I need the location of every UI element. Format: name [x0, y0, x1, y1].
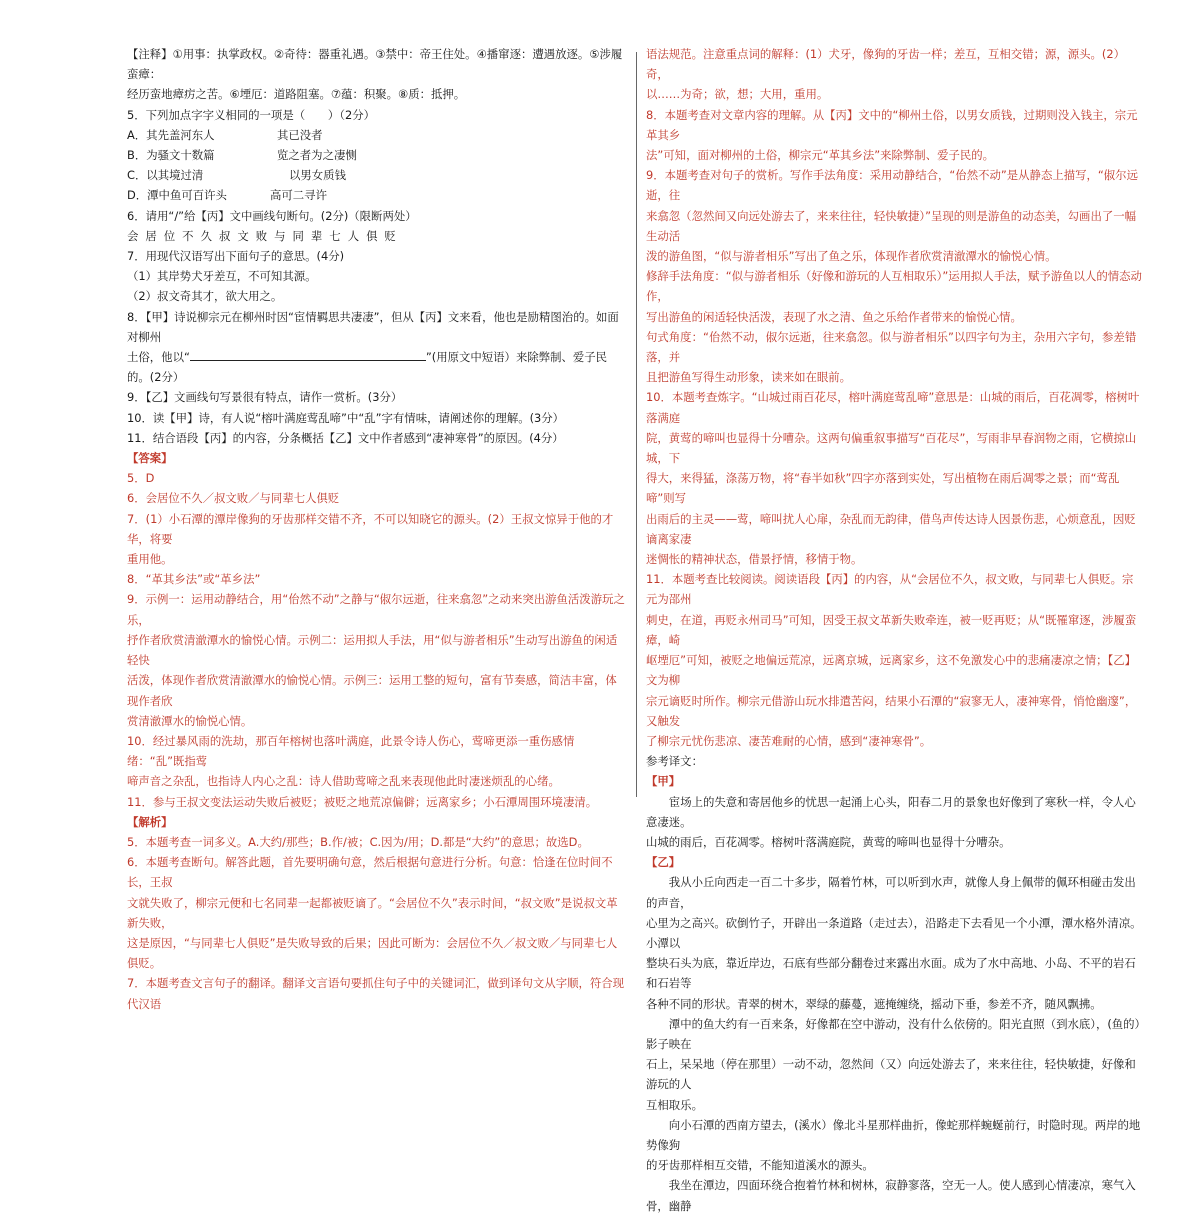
question-7-item-2: （2）叔文奇其才，欲大用之。 [127, 289, 283, 304]
explanation-9-cont: 泼的游鱼图，“似与游者相乐”写出了鱼之乐，体现作者欣赏清澈潭水的愉悦心情。 [646, 249, 1057, 264]
explanation-9-cont: 写出游鱼的闲适轻快活泼，表现了水之清、鱼之乐给作者带来的愉悦心情。 [646, 309, 1022, 324]
explanation-11-cont: 宗元谪贬时所作。柳宗元借游山玩水排遣苦闷，结果小石潭的“寂寥无人，凄神寒骨，悄怆幽邃”，又触发 [646, 693, 1137, 728]
translation-paragraph: 整块石头为底，靠近岸边，石底有些部分翻卷过来露出水面。成为了水中高地、小岛、不平的岩石和石岩等 [646, 956, 1136, 991]
translation-paragraph: 宦场上的失意和寄居他乡的忧思一起涌上心头，阳春二月的景象也好像到了寒秋一样，令人心意凄迷。 [646, 794, 1136, 829]
answer-9-cont: 活泼，体现作者欣赏清澈潭水的愉悦心情。示例三：运用工整的短句，富有节奏感，简洁丰富，体现作者欣 [127, 673, 617, 708]
option-d [127, 185, 625, 205]
explanation-6-part: “会居位不久” [389, 895, 458, 910]
answer-10 [127, 731, 625, 771]
left-column [127, 44, 625, 1014]
option-b-right: 览之者为之凄恻 [277, 148, 357, 163]
translation-yi-label: 【乙】 [646, 855, 681, 870]
explanation-10-cont: 出雨后的主灵——莺，啼叫扰人心扉，杂乱而无韵律，借鸟声传达诗人因景伤悲，心烦意乱，因贬谪离家凄 [646, 511, 1136, 546]
answer-10-part: “乱”既指莺 [149, 754, 208, 769]
explanation-8-cont: 法”可知，面对柳州的土俗，柳宗元“革其乡法”来除弊制、爱子民的。 [646, 148, 995, 163]
answer-9: 9．示例一：运用动静结合，用“佁然不动”之静与“俶尔远逝，往来翕忽”之动来突出游鱼活泼游玩之乐， [127, 592, 625, 627]
explanation-6-part: “与同辈七人俱贬”是失败导致的后果；因此可断为：会居位不久／叔文败／与同辈七人俱贬。 [127, 935, 618, 971]
translation-paragraph: 向小石潭的西南方望去，(溪水）像北斗星那样曲折，像蛇那样蜿蜒前行，时隐时现。两岸的地势像狗 [646, 1117, 1141, 1152]
explanation-8: 8．本题考查对文章内容的理解。从【丙】文中的“柳州土俗，以男女质钱，过期则没入钱主，宗元革其乡 [646, 107, 1138, 142]
explanation-5: 5．本题考查一词多义。A.大约/那些；B.作/被；C.因为/用；D.都是“大约”的意思；故选D。 [127, 834, 589, 849]
explanation-10-cont: 迷惆怅的精神状态，借景抒情，移情于物。 [646, 552, 863, 567]
explanation-7: 7．本题考查文言句子的翻译。翻译文言语句要抓住句子中的关键词汇，做到译句文从字顺，符合现代汉语 [127, 976, 625, 1011]
question-11: 11．结合语段【丙】的内容，分条概括【乙】文中作者感到“凄神寒骨”的原因。(4分） [127, 430, 564, 445]
answer-8: 8．“革其乡法”或“革乡法” [127, 572, 261, 587]
answer-blank[interactable] [190, 348, 426, 361]
explanation-6: 6．本题考查断句。解答此题，首先要明确句意，然后根据句意进行分析。句意：恰逢在位时间不长，王叔 [127, 855, 613, 890]
explanation-10-cont: 得大，来得猛，涤荡万物，将“春半如秋”四字亦落到实处，写出植物在雨后凋零之景；而“莺乱啼”则写 [646, 471, 1120, 506]
option-c-left: C．以其境过清 [127, 168, 204, 183]
explanation-11-cont: 了柳宗元忧伤悲凉、凄苦难耐的心情，感到“凄神寒骨”。 [646, 733, 932, 748]
translation-paragraph: 我坐在潭边，四面环绕合抱着竹林和树林，寂静寥落，空无一人。使人感到心情凄凉，寒气入骨，幽静 [646, 1178, 1136, 1213]
annotation-line: 【注释】①用事：执掌政权。②奇待：器重礼遇。③禁中：帝王住处。④播窜逐：遭遇放逐。⑤涉履蛮瘴： [127, 47, 623, 82]
option-b-left: B．为骚文十数篇 [127, 148, 215, 163]
translation-paragraph: 互相取乐。 [646, 1097, 703, 1112]
answer-heading: 【答案】 [127, 451, 173, 466]
translation-paragraph: 石上，呆呆地（停在那里）一动不动，忽然间（又）向远处游去了，来来往往，轻快敏捷，好像和游玩的人 [646, 1057, 1136, 1092]
explanation-6-part: “叔文败” [514, 895, 561, 910]
answer-5: 5．D [127, 471, 155, 486]
translation-paragraph: 潭中的鱼大约有一百来条，好像都在空中游动，没有什么依傍的。阳光直照（到水底），(鱼的）影子映在 [646, 1016, 1141, 1051]
answer-7: 7．(1）小石潭的潭岸像狗的牙齿那样交错不齐，不可以知晓它的源头。(2）王叔文惊异于他的才华，将要 [127, 511, 614, 546]
right-column [646, 44, 1144, 1216]
explanation-11: 11．本题考查比较阅读。阅读语段【丙】的内容，从“会居位不久，叔文败，与同辈七人俱贬。宗元为邵州 [646, 572, 1134, 607]
answer-6: 6．会居位不久／叔文败／与同辈七人俱贬 [127, 491, 340, 506]
translation-paragraph: 我从小丘向西走一百二十多步，隔着竹林，可以听到水声，就像人身上佩带的佩环相碰击发出的声音， [646, 875, 1136, 910]
explanation-6-cont [127, 893, 625, 933]
answer-9-cont: 赏清澈潭水的愉悦心情。 [127, 713, 253, 728]
explanation-11-cont: 刺史，在道，再贬永州司马”可知，因受王叔文革新失败牵连，被一贬再贬；从“既罹窜逐，涉履蛮瘴，崎 [646, 612, 1137, 647]
explanation-9-cont: 修辞手法角度：“似与游者相乐（好像和游玩的人互相取乐）”运用拟人手法，赋予游鱼以人的情态动作， [646, 269, 1142, 304]
explanation-9: 9．本题考查对句子的赏析。写作手法角度：采用动静结合，“佁然不动”是从静态上描写，“俶尔远逝，往 [646, 168, 1138, 203]
explanation-7-cont: 语法规范。注意重点词的解释：(1）犬牙，像狗的牙齿一样；差互，互相交错；源，源头。(2）奇， [646, 47, 1126, 82]
answer-10-part: 10．经过暴风雨的洗劫，那百年榕树也落叶满庭，此景令诗人伤心，莺啼更添一重伤感情绪： [127, 733, 575, 769]
option-d-right: 高可二寻许 [270, 188, 327, 203]
translation-jia-label: 【甲】 [646, 774, 681, 789]
question-10: 10．读【甲】诗，有人说“榕叶满庭莺乱啼”中“乱”字有情味，请阐述你的理解。(3分） [127, 410, 565, 425]
translation-heading: 参考译文： [646, 754, 703, 769]
question-6: 6．请用“/”给【丙】文中画线句断句。(2分)（限断两处） [127, 208, 417, 223]
explanation-6-cont [127, 933, 625, 973]
question-8-cont [127, 347, 625, 387]
answer-10-cont: 啼声音之杂乱，也指诗人内心之乱：诗人借助莺啼之乱来表现他此时凄迷烦乱的心绪。 [127, 774, 560, 789]
explanation-6-part: 表示时间， [457, 895, 515, 910]
option-a [127, 125, 625, 145]
option-c-right: 以男女质钱 [289, 168, 346, 183]
explanation-6-part: 文就失败了，柳宗元便和七名同辈一起都被贬谪了。 [127, 895, 389, 910]
option-b [127, 145, 625, 165]
explanation-7-cont: 以……为奇；欲，想；大用，重用。 [646, 87, 829, 102]
explanation-10: 10．本题考查炼字。“山城过雨百花尽，榕叶满庭莺乱啼”意思是：山城的雨后，百花凋零，榕树叶落满庭 [646, 390, 1140, 425]
explanation-6-part: 是说叔文革新失败， [127, 895, 618, 930]
option-c [127, 165, 625, 185]
annotation-line: 经历蛮地瘴疠之苦。⑥堙厄：道路阻塞。⑦蕴：积聚。⑧质：抵押。 [127, 87, 466, 102]
option-d-left: D．潭中鱼可百许头 [127, 188, 227, 203]
question-5: 5．下列加点字字义相同的一项是（ ）（2分） [127, 107, 375, 122]
explanation-6-part: 这是原因， [127, 935, 184, 950]
question-7-item-1: （1）其岸势犬牙差互，不可知其源。 [127, 269, 317, 284]
question-6-sentence: 会居位不久叔文败与同辈七人俱贬 [127, 228, 403, 243]
translation-paragraph: 山城的雨后，百花凋零。榕树叶落满庭院，黄莺的啼叫也显得十分嘈杂。 [646, 834, 1011, 849]
question-8-suffix: ”(用原文中短语）来除弊制、爱子民的。(2分） [127, 350, 608, 385]
question-8: 8．【甲】诗说柳宗元在柳州时因“宦情羁思共凄凄”，但从【丙】文来看，他也是励精图治的。如面对柳州 [127, 309, 619, 344]
translation-paragraph: 的牙齿那样相互交错，不能知道溪水的源头。 [646, 1158, 874, 1173]
explanation-9-cont: 且把游鱼写得生动形象，读来如在眼前。 [646, 370, 852, 385]
answer-7-cont: 重用他。 [127, 552, 173, 567]
option-a-right: 其已没者 [277, 127, 323, 142]
explanation-11-cont: 岖堙厄”可知，被贬之地偏远荒凉，远离京城，远离家乡，这不免激发心中的悲痛凄凉之情；【乙】文为柳 [646, 653, 1137, 688]
answer-11: 11．参与王叔文变法运动失败后被贬；被贬之地荒凉偏僻；远离家乡；小石潭周围环境凄清。 [127, 794, 598, 809]
explanation-10-cont: 院，黄莺的啼叫也显得十分嘈杂。这两句偏重叙事描写“百花尽”，写雨非早春润物之雨，它横掠山城，下 [646, 430, 1137, 466]
question-7: 7．用现代汉语写出下面句子的意思。(4分) [127, 249, 345, 264]
question-8-prefix: 土俗，他以“ [127, 350, 190, 365]
explanation-heading: 【解析】 [127, 814, 173, 829]
translation-paragraph: 各种不同的形状。青翠的树木，翠绿的藤蔓，遮掩缠绕，摇动下垂，参差不齐，随风飘拂。 [646, 996, 1102, 1011]
explanation-9-cont: 句式角度：“佁然不动，俶尔远逝，往来翕忽。似与游者相乐”以四字句为主，杂用六字句，参差错落，并 [646, 329, 1137, 365]
answer-9-cont: 抒作者欣赏清澈潭水的愉悦心情。示例二：运用拟人手法，用“似与游者相乐”生动写出游鱼的闲适轻快 [127, 632, 618, 668]
column-divider [636, 52, 637, 797]
translation-paragraph: 心里为之高兴。砍倒竹子，开辟出一条道路（走过去），沿路走下去看见一个小潭，潭水格外清凉。小潭以 [646, 915, 1142, 950]
explanation-9-cont: 来翕忽（忽然间又向远处游去了，来来往往，轻快敏捷）”呈现的则是游鱼的动态美，勾画出了一幅生动活 [646, 208, 1137, 243]
question-9: 9．【乙】文画线句写景很有特点，请作一赏析。(3分） [127, 390, 403, 405]
option-a-left: A．其先盖河东人 [127, 127, 215, 142]
